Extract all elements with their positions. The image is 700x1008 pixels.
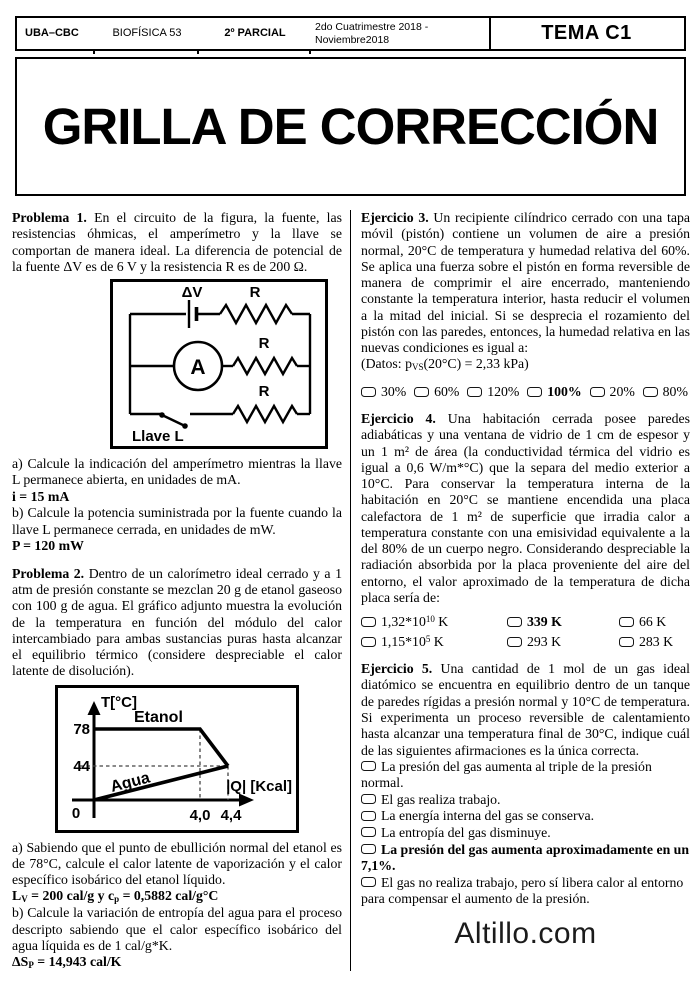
switch-label: Llave L <box>132 428 184 445</box>
option-label: El gas realiza trabajo. <box>381 791 501 807</box>
checkbox-icon <box>527 387 542 397</box>
x-tick-4-0: 4,0 <box>189 806 211 824</box>
option-label: La energía interna del gas se conserva. <box>381 808 595 824</box>
option-label: 293 K <box>527 634 562 650</box>
ammeter-label: A <box>190 356 206 380</box>
table-divider <box>309 49 311 54</box>
ejercicio3-datos <box>361 356 690 373</box>
problema2-label: Problema 2. <box>12 565 85 581</box>
subscript: V <box>21 894 28 905</box>
checkbox-icon <box>361 387 376 397</box>
answer-option <box>361 875 690 908</box>
superscript: 5 <box>425 634 431 645</box>
dashed-guides <box>80 729 228 800</box>
agua-series-label: Agua <box>108 769 152 796</box>
answer-option <box>361 808 690 825</box>
battery-icon <box>189 300 197 328</box>
origin-tick-0: 0 <box>71 804 81 822</box>
problema1-answer-a: i = 15 mA <box>12 488 70 504</box>
resistor-zigzag-middle <box>233 358 297 374</box>
ejercicio3-text: Un recipiente cilíndrico cerrado con una tapa móvil (pistón) contiene un volumen de aire a presión normal, 20°C de temperatura y humedad relativa del 60%. Se aplica una fuerza sobre el pistón en forma reversible de manera de comprimir el aire encerrado, manteniendo constante la temperatura interior, hasta reducir el volumen a la mitad del inicial. Si se desprecia el rozamiento del pistón con las paredes, entonces, la humedad relativa en las nuevas condiciones es igual a: <box>361 210 690 356</box>
option-label: 1,15*10 <box>381 634 426 650</box>
answer-option <box>361 384 406 400</box>
option-label: La presión del gas aumenta al triple de la presión normal. <box>361 758 652 791</box>
answer-option <box>361 825 690 842</box>
resistor-zigzag-bottom <box>233 406 297 422</box>
checkbox-icon <box>361 794 376 804</box>
resistor-label-top: R <box>249 284 261 302</box>
ejercicio5-text: Una cantidad de 1 mol de un gas ideal diatómico se encuentra en equilibrio dentro de un tanque de paredes rígidas a presión normal y 10°C de temperatura. Si experimenta un proceso reversible de calentamiento hasta alcanzar una temperatura final de 30°C, indique cuál de las siguientes afirmaciones es la única correcta. <box>361 661 690 758</box>
x-tick-4-4: 4,4 <box>220 806 242 824</box>
text-run: (20°C) = 2,33 kPa) <box>423 356 529 372</box>
temperature-heat-graph <box>55 685 299 833</box>
checkbox-icon <box>361 877 376 887</box>
left-column <box>12 210 350 971</box>
answer-option <box>590 384 635 400</box>
header-table <box>15 16 686 51</box>
option-label: 30% <box>381 384 407 399</box>
ejercicio3-options <box>361 384 688 400</box>
answer-option <box>414 384 459 400</box>
etanol-series-label: Etanol <box>134 708 183 726</box>
y-tick-78: 78 <box>73 720 90 738</box>
ejercicio4-options <box>361 614 690 650</box>
y-axis-arrow <box>88 701 101 715</box>
table-divider <box>93 49 95 54</box>
option-label: El gas no realiza trabajo, pero sí libera calor al entorno para compensar el aumento de la presión. <box>361 874 684 907</box>
problema2-statement <box>12 566 342 680</box>
resistor-zigzags <box>220 305 297 422</box>
answer-option <box>467 384 519 400</box>
y-axis-label: T[°C] <box>101 693 137 711</box>
text-run: = 0,5882 cal/g°C <box>119 888 219 904</box>
line-chart <box>60 690 294 828</box>
ejercicio3-label: Ejercicio 3. <box>361 210 429 225</box>
problema1-answer-b: P = 120 mW <box>12 537 84 553</box>
page-title: GRILLA DE CORRECCIÓN <box>42 98 659 155</box>
answer-option <box>361 634 507 650</box>
option-label: 80% <box>662 384 688 399</box>
option-label: 20% <box>609 384 635 399</box>
ejercicio4-label: Ejercicio 4. <box>361 411 436 426</box>
resistor-label-bottom: R <box>258 383 270 401</box>
checkbox-icon <box>361 844 376 854</box>
resistor-label-middle: R <box>258 335 270 353</box>
ejercicio4-statement <box>361 411 690 606</box>
checkbox-icon <box>590 387 605 397</box>
problema2-answer-a <box>12 888 342 905</box>
x-axis-arrow <box>239 793 254 806</box>
text-run: = 200 cal/g y c <box>27 888 115 904</box>
answer-option-correct <box>507 614 619 630</box>
text-run: (Datos: p <box>361 356 412 372</box>
option-label: 60% <box>434 384 460 399</box>
answer-option <box>361 792 690 809</box>
altillo-watermark: Altillo.com <box>454 916 597 950</box>
answer-option <box>361 759 690 792</box>
ejercicio5-statement <box>361 661 690 759</box>
option-label: 120% <box>487 384 520 399</box>
problema2-question-b: b) Calcule la variación de entropía del agua para el proceso descripto sabiendo que el calor específico isobárico del agua líquida es de 1 cal/g*K. <box>12 905 342 953</box>
option-label: K <box>430 634 444 650</box>
problema2-text: Dentro de un calorímetro ideal cerrado y a 1 atm de presión constante se mezclan 20 g de etanol gaseoso con 100 g de agua. El gráfico adjunto muestra la evolución de la temperatura en función del módulo del calor intercambiado para ambas sustancias puras hasta alcanzar el equilibrio térmico (considere despreciable el calor latente de disolución). <box>12 565 342 679</box>
checkbox-icon <box>507 637 522 647</box>
answer-option <box>643 384 688 400</box>
option-label: 339 K <box>527 614 562 630</box>
subscript: P <box>28 960 34 971</box>
checkbox-icon <box>361 637 376 647</box>
problema1-question-b: b) Calcule la potencia suministrada por la fuente cuando la llave L permanece cerrada, en unidades de mW. <box>12 505 342 537</box>
y-tick-44: 44 <box>73 757 90 775</box>
checkbox-icon <box>619 617 634 627</box>
option-label: La presión del gas aumenta aproximadamente en un 7,1%. <box>361 841 690 874</box>
header-tema-badge: TEMA C1 <box>489 18 682 49</box>
option-label: 283 K <box>639 634 674 650</box>
header-exam: 2º PARCIAL <box>224 27 286 40</box>
header-course: BIOFÍSICA 53 <box>112 27 182 40</box>
problema1-question-a: a) Calcule la indicación del amperímetro mientras la llave L permanece abierta, en unidades de mA. <box>12 456 342 488</box>
switch-symbol <box>159 412 188 429</box>
answer-option <box>619 634 690 650</box>
answer-option <box>619 614 690 630</box>
two-column-body <box>12 210 690 971</box>
source-voltage-label: ΔV <box>181 284 203 302</box>
checkbox-icon <box>619 637 634 647</box>
answer-option <box>361 614 507 630</box>
problema2-answer-b <box>12 954 342 971</box>
problema1-label: Problema 1. <box>12 210 87 225</box>
subscript: p <box>114 894 120 905</box>
right-column <box>350 210 690 971</box>
problema1-text: En el circuito de la figura, la fuente, las resistencias óhmicas, el amperímetro y la llave se comportan de manera ideal. La diferencia de potencial de la fuente ΔV es de 6 V y la resistencia R es de 200 Ω. <box>12 210 342 274</box>
answer-option <box>507 634 619 650</box>
resistor-zigzag-top <box>220 305 292 323</box>
ejercicio4-text: Una habitación cerrada posee paredes adiabáticas y una ventana de vidrio de 1 cm de espesor y un 1 m² de área (la conductividad térmica del vidrio es igual a 0,6 W/m*°C) que la separa del medio exterior a 10°C. Para conservar la temperatura interna de la habitación en 20°C se mantiene encendida una placa calefactora de 1 m² de superficie que irradia calor a temperatura constante con una emisividad equivalente a la del 80% de un cuerpo negro. Considerando despreciable la radiación absorbida por la placa proveniente del aire del entorno, el valor aproximado de la temperatura de dicha placa sería de: <box>361 411 691 605</box>
text-run: = 14,943 cal/K <box>33 954 122 970</box>
checkbox-icon <box>361 617 376 627</box>
ejercicio3-statement <box>361 210 690 356</box>
checkbox-icon <box>361 811 376 821</box>
circuit-figure <box>110 279 328 449</box>
problema1-statement <box>12 210 342 275</box>
etanol-line <box>94 729 228 766</box>
checkbox-icon <box>361 827 376 837</box>
text-run: ΔS <box>12 954 29 970</box>
checkbox-icon <box>361 761 376 771</box>
checkbox-icon <box>507 617 522 627</box>
circuit-diagram <box>116 284 322 444</box>
subscript: VS <box>411 362 424 373</box>
table-divider <box>197 49 199 54</box>
superscript: 10 <box>425 614 435 625</box>
ejercicio5-label: Ejercicio 5. <box>361 661 433 677</box>
checkbox-icon <box>414 387 429 397</box>
option-label: 1,32*10 <box>381 614 426 630</box>
answer-option-correct <box>361 842 690 875</box>
option-label: K <box>434 614 449 630</box>
option-label: 100% <box>547 384 582 399</box>
problema2-question-a: a) Sabiendo que el punto de ebullición normal del etanol es de 78°C, calcule el calor latente de vaporización y el calor específico isobárico del etanol líquido. <box>12 839 342 888</box>
title-box <box>15 57 686 196</box>
answer-option-correct <box>527 384 582 400</box>
header-term: 2do Cuatrimestre 2018 - Noviembre2018 <box>315 21 429 46</box>
option-label: 66 K <box>639 614 667 630</box>
checkbox-icon <box>643 387 658 397</box>
text-run: L <box>12 888 22 904</box>
x-axis-label: |Q| [Kcal] <box>226 777 292 795</box>
option-label: La entropía del gas disminuye. <box>381 824 551 840</box>
header-institution: UBA–CBC <box>25 27 79 40</box>
checkbox-icon <box>467 387 482 397</box>
